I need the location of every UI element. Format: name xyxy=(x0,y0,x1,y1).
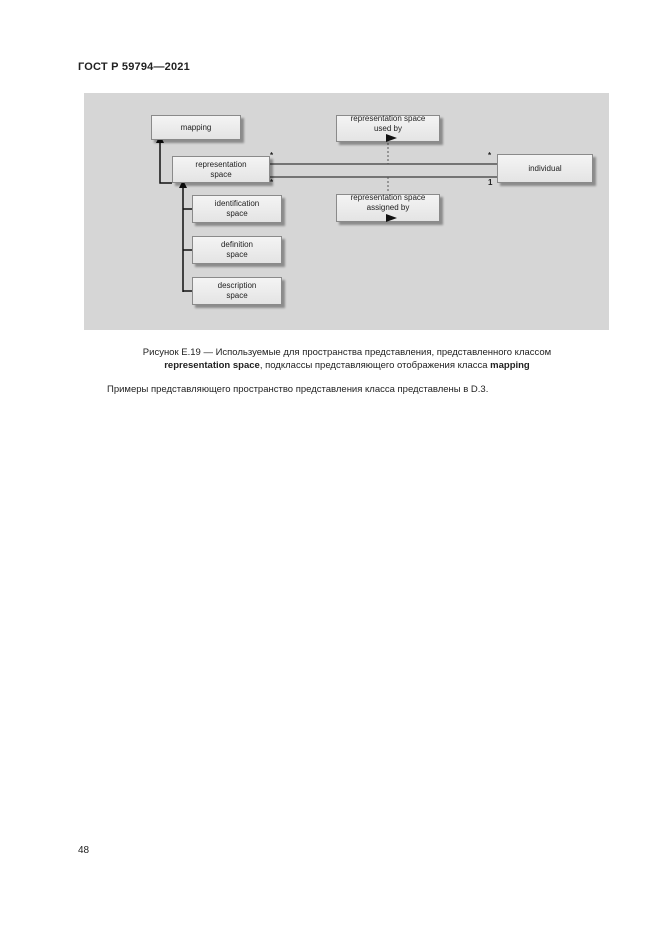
document-header: ГОСТ Р 59794—2021 xyxy=(78,61,190,73)
caption-class-mapping: mapping xyxy=(490,360,530,371)
definition-space-class-box: definition space xyxy=(192,236,282,264)
multiplicity-bottom-left: * xyxy=(270,178,274,187)
multiplicity-bottom-right: 1 xyxy=(488,178,493,187)
multiplicity-top-left: * xyxy=(270,151,274,160)
caption-class-representation-space: representation space xyxy=(164,360,260,371)
representation-space-class-box: representation space xyxy=(172,156,270,183)
generalization-mapping xyxy=(160,141,172,183)
description-space-class-box: description space xyxy=(192,277,282,305)
class-diagram xyxy=(84,93,609,330)
used-by-association-box: representation space used by xyxy=(336,115,440,142)
direction-arrow-icon xyxy=(386,214,397,222)
figure-caption: Рисунок E.19 — Используемые для пространства представления, представленного классом representation space, подклассы представляющего отображения класса mapping xyxy=(142,347,552,371)
identification-space-class-box: identification space xyxy=(192,195,282,223)
page-number: 48 xyxy=(78,845,90,856)
direction-arrow-icon xyxy=(386,134,397,142)
body-paragraph: Примеры представляющего пространство представления класса представлены в D.3. xyxy=(107,384,489,395)
mapping-class-box: mapping xyxy=(151,115,241,140)
multiplicity-top-right: * xyxy=(488,151,492,160)
assigned-by-association-box: representation space assigned by xyxy=(336,194,440,222)
individual-class-box: individual xyxy=(497,154,593,183)
